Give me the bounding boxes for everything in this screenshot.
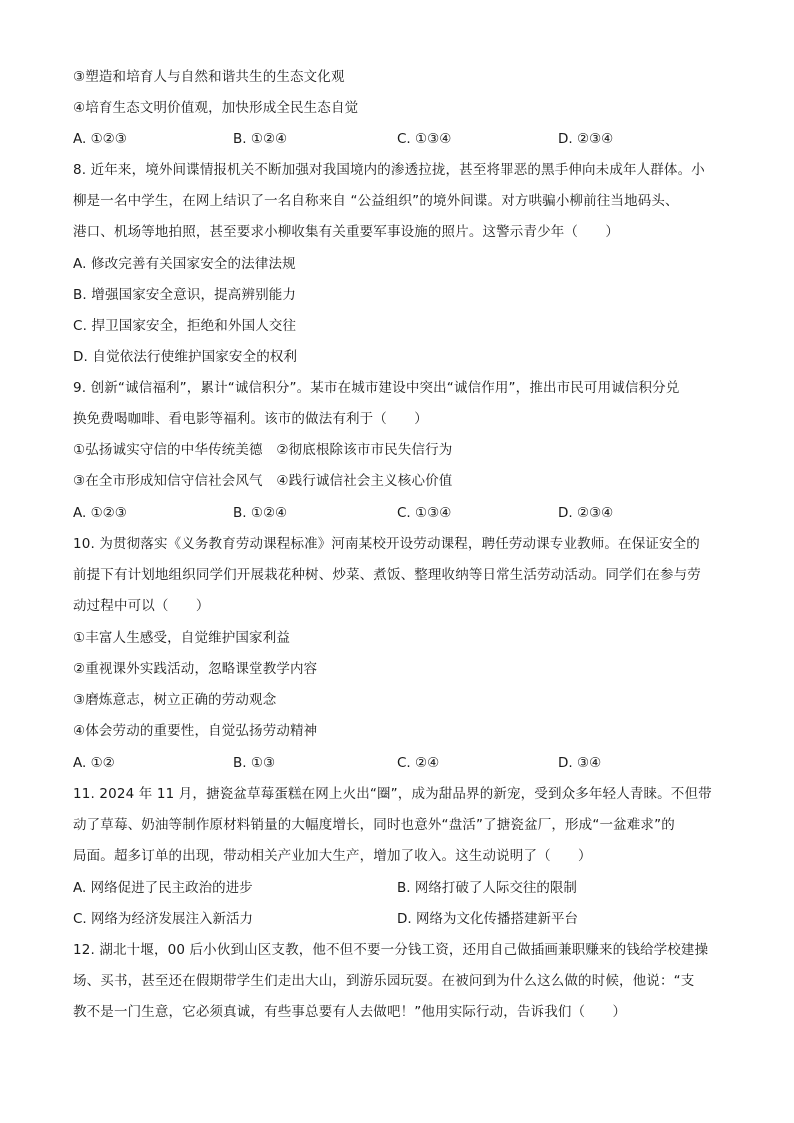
q10-option-a: A. ①② [73,755,115,771]
q11-stem-line-1: 11. 2024 年 11 月，搪瓷盆草莓蛋糕在网上火出“圈”，成为甜品界的新宠，受到众多年轻人青睐。不但带 [73,786,712,802]
q9-stem-line-2: 换免费喝咖啡、看电影等福利。该市的做法有利于（ ） [73,411,428,427]
q9-option-b: B. ①②④ [233,505,288,521]
q11-option-d: D. 网络为文化传播搭建新平台 [397,911,578,927]
q10-stem-line-1: 10. 为贯彻落实《义务教育劳动课程标准》河南某校开设劳动课程，聘任劳动课专业教师。在保证安全的 [73,536,700,552]
q9-items-line-1: ①弘扬诚实守信的中华传统美德 ②彻底根除该市市民失信行为 [73,442,453,458]
q10-option-d: D. ③④ [558,755,602,771]
q10-option-c: C. ②④ [397,755,440,771]
q9-stem-line-1: 9. 创新“诚信福利”，累计“诚信积分”。某市在城市建设中突出“诚信作用”，推出市民可用诚信积分兑 [73,380,680,396]
q7-option-d: D. ②③④ [558,131,614,147]
q12-stem-line-1: 12. 湖北十堰，00 后小伙到山区支教，他不但不要一分钱工资，还用自己做插画兼职赚来的钱给学校建操 [73,942,709,958]
q11-stem-line-3: 局面。超多订单的出现，带动相关产业加大生产，增加了收入。这生动说明了（ ） [73,848,592,864]
q8-option-c: C. 捍卫国家安全，拒绝和外国人交往 [73,318,297,334]
q9-items-line-2: ③在全市形成知信守信社会风气 ④践行诚信社会主义核心价值 [73,473,453,489]
q10-item-1: ①丰富人生感受，自觉维护国家利益 [73,630,291,646]
q7-option-a: A. ①②③ [73,131,127,147]
q7-option-b: B. ①②④ [233,131,288,147]
q11-option-a: A. 网络促进了民主政治的进步 [73,880,253,896]
q9-option-d: D. ②③④ [558,505,614,521]
q7-item-3: ③塑造和培育人与自然和谐共生的生态文化观 [73,69,345,85]
q12-stem-line-2: 场、买书，甚至还在假期带学生们走出大山，到游乐园玩耍。在被问到为什么这么做的时候，他说：“支 [73,973,695,989]
q11-stem-line-2: 动了草莓、奶油等制作原材料销量的大幅度增长，同时也意外“盘活”了搪瓷盆厂，形成“一盆难求”的 [73,817,675,833]
q9-option-c: C. ①③④ [397,505,452,521]
q10-item-4: ④体会劳动的重要性，自觉弘扬劳动精神 [73,723,318,739]
q11-option-b: B. 网络打破了人际交往的限制 [397,880,577,896]
q8-option-b: B. 增强国家安全意识，提高辨别能力 [73,287,297,303]
q8-stem-line-2: 柳是一名中学生，在网上结识了一名自称来自 “公益组织”的境外间谍。对方哄骗小柳前往当地码头、 [73,193,679,209]
q7-option-c: C. ①③④ [397,131,452,147]
q11-option-c: C. 网络为经济发展注入新活力 [73,911,254,927]
q10-stem-line-3: 动过程中可以（ ） [73,598,210,614]
q7-item-4: ④培育生态文明价值观，加快形成全民生态自觉 [73,100,359,116]
q8-option-a: A. 修改完善有关国家安全的法律法规 [73,256,296,272]
q10-item-2: ②重视课外实践活动，忽略课堂教学内容 [73,661,318,677]
q10-item-3: ③磨炼意志，树立正确的劳动观念 [73,692,277,708]
q9-option-a: A. ①②③ [73,505,127,521]
q8-option-d: D. 自觉依法行使维护国家安全的权利 [73,349,298,365]
q8-stem-line-3: 港口、机场等地拍照，甚至要求小柳收集有关重要军事设施的照片。这警示青少年（ ） [73,224,619,240]
q10-stem-line-2: 前提下有计划地组织同学们开展栽花种树、炒菜、煮饭、整理收纳等日常生活劳动活动。同学们在参与劳 [73,567,701,583]
q8-stem-line-1: 8. 近年来，境外间谍情报机关不断加强对我国境内的渗透拉拢，甚至将罪恶的黑手伸向未成年人群体。小 [73,162,705,178]
q10-option-b: B. ①③ [233,755,276,771]
q12-stem-line-3: 教不是一门生意，它必须真诚，有些事总要有人去做吧！”他用实际行动，告诉我们（ ） [73,1004,627,1020]
